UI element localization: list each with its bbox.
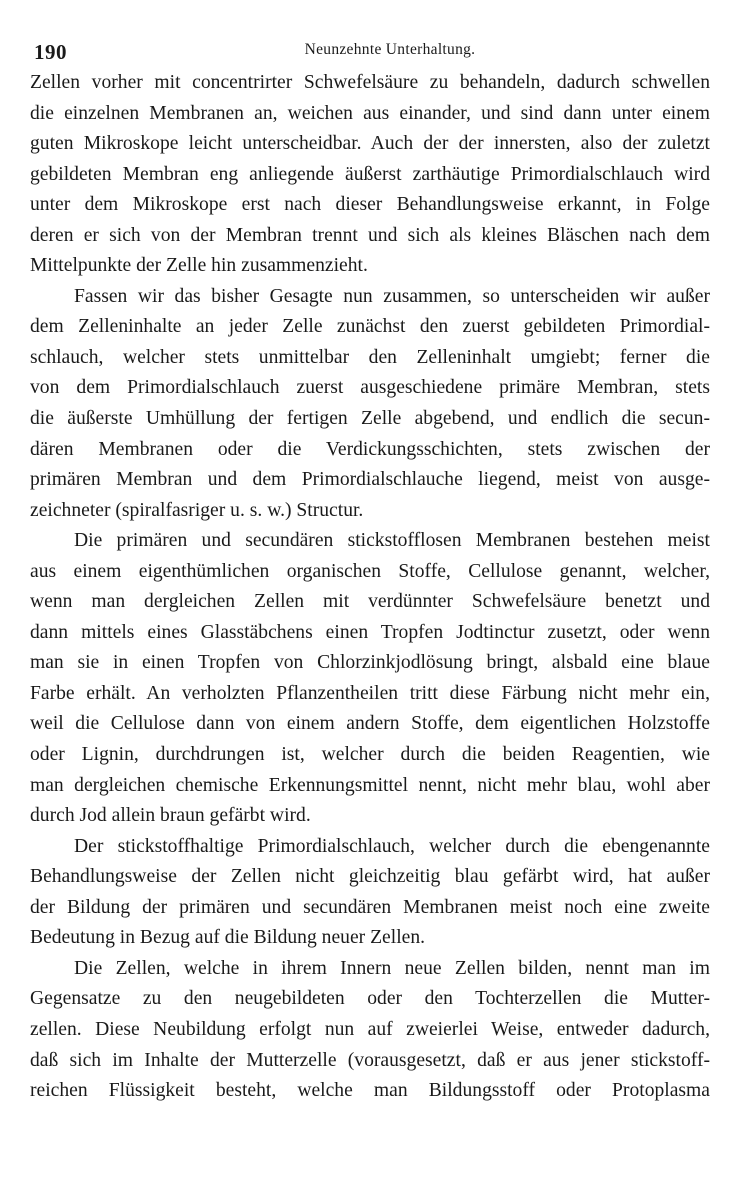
body-text bbox=[30, 68, 710, 1107]
text-line: deren er sich von der Membran trennt und sich als kleines Bläschen nach dem bbox=[30, 224, 710, 246]
page-number: 190 bbox=[34, 40, 67, 64]
text-line: daß sich im Inhalte der Mutterzelle (vorausgesetzt, daß er aus jener stickstoff- bbox=[30, 1049, 710, 1071]
text-line: aus einem eigenthümlichen organischen Stoffe, Cellulose genannt, welcher, bbox=[30, 560, 710, 582]
page-header bbox=[30, 34, 710, 66]
text-line: reichen Flüssigkeit besteht, welche man Bildungsstoff oder Protoplasma bbox=[30, 1080, 710, 1102]
text-line: primären Membran und dem Primordialschlauche liegend, meist von ausge- bbox=[30, 469, 710, 491]
text-line: wenn man dergleichen Zellen mit verdünnter Schwefelsäure benetzt und bbox=[30, 591, 710, 613]
text-line: Behandlungsweise der Zellen nicht gleichzeitig blau gefärbt wird, hat außer bbox=[30, 866, 710, 888]
text-line: von dem Primordialschlauch zuerst ausgeschiedene primäre Membran, stets bbox=[30, 377, 710, 399]
text-line: Mittelpunkte der Zelle hin zusammenzieht. bbox=[30, 255, 368, 277]
book-page bbox=[30, 34, 710, 1107]
text-line: Die Zellen, welche in ihrem Innern neue Zellen bilden, nennt man im bbox=[74, 957, 710, 979]
text-line: zellen. Diese Neubildung erfolgt nun auf zweierlei Weise, entweder dadurch, bbox=[30, 1018, 710, 1040]
text-line: man dergleichen chemische Erkennungsmittel nennt, nicht mehr blau, wohl aber bbox=[30, 774, 710, 796]
text-line: Zellen vorher mit concentrirter Schwefelsäure zu behandeln, dadurch schwellen bbox=[30, 72, 710, 93]
text-line: weil die Cellulose dann von einem andern Stoffe, dem eigentlichen Holzstoffe bbox=[30, 713, 710, 735]
text-line: der Bildung der primären und secundären Membranen meist noch eine zweite bbox=[30, 896, 710, 918]
text-line: Farbe erhält. An verholzten Pflanzentheilen tritt diese Färbung nicht mehr ein, bbox=[30, 682, 710, 704]
text-line: Die primären und secundären stickstofflosen Membranen bestehen meist bbox=[74, 530, 710, 552]
text-line: Bedeutung in Bezug auf die Bildung neuer Zellen. bbox=[30, 927, 426, 949]
text-line: dären Membranen oder die Verdickungsschichten, stets zwischen der bbox=[30, 438, 710, 460]
text-line: gebildeten Membran eng anliegende äußerst zarthäutige Primordialschlauch wird bbox=[30, 163, 710, 185]
text-line: dem Zelleninhalte an jeder Zelle zunächst den zuerst gebildeten Primordial- bbox=[30, 316, 710, 338]
running-head: Neunzehnte Unterhaltung. bbox=[304, 41, 476, 58]
text-line: oder Lignin, durchdrungen ist, welcher durch die beiden Reagentien, wie bbox=[30, 744, 710, 766]
text-line: unter dem Mikroskope erst nach dieser Behandlungsweise erkannt, in Folge bbox=[30, 194, 710, 216]
text-line: durch Jod allein braun gefärbt wird. bbox=[30, 805, 311, 827]
text-line: guten Mikroskope leicht unterscheidbar. Auch der der innersten, also der zuletzt bbox=[30, 133, 710, 155]
text-line: dann mittels eines Glasstäbchens einen Tropfen Jodtinctur zusetzt, oder wenn bbox=[30, 621, 710, 643]
text-line: man sie in einen Tropfen von Chlorzinkjodlösung bringt, alsbald eine blaue bbox=[30, 652, 710, 674]
text-line: Fassen wir das bisher Gesagte nun zusammen, so unterscheiden wir außer bbox=[74, 285, 710, 307]
text-line: die äußerste Umhüllung der fertigen Zelle abgebend, und endlich die secun- bbox=[30, 408, 710, 430]
text-line: schlauch, welcher stets unmittelbar den Zelleninhalt umgiebt; ferner die bbox=[30, 346, 710, 368]
text-line: Der stickstoffhaltige Primordialschlauch, welcher durch die ebengenannte bbox=[74, 835, 710, 857]
text-line: die einzelnen Membranen an, weichen aus einander, und sind dann unter einem bbox=[30, 102, 710, 124]
text-line: zeichneter (spiralfasriger u. s. w.) Structur. bbox=[30, 499, 364, 521]
text-line: Gegensatze zu den neugebildeten oder den Tochterzellen die Mutter- bbox=[30, 988, 710, 1010]
